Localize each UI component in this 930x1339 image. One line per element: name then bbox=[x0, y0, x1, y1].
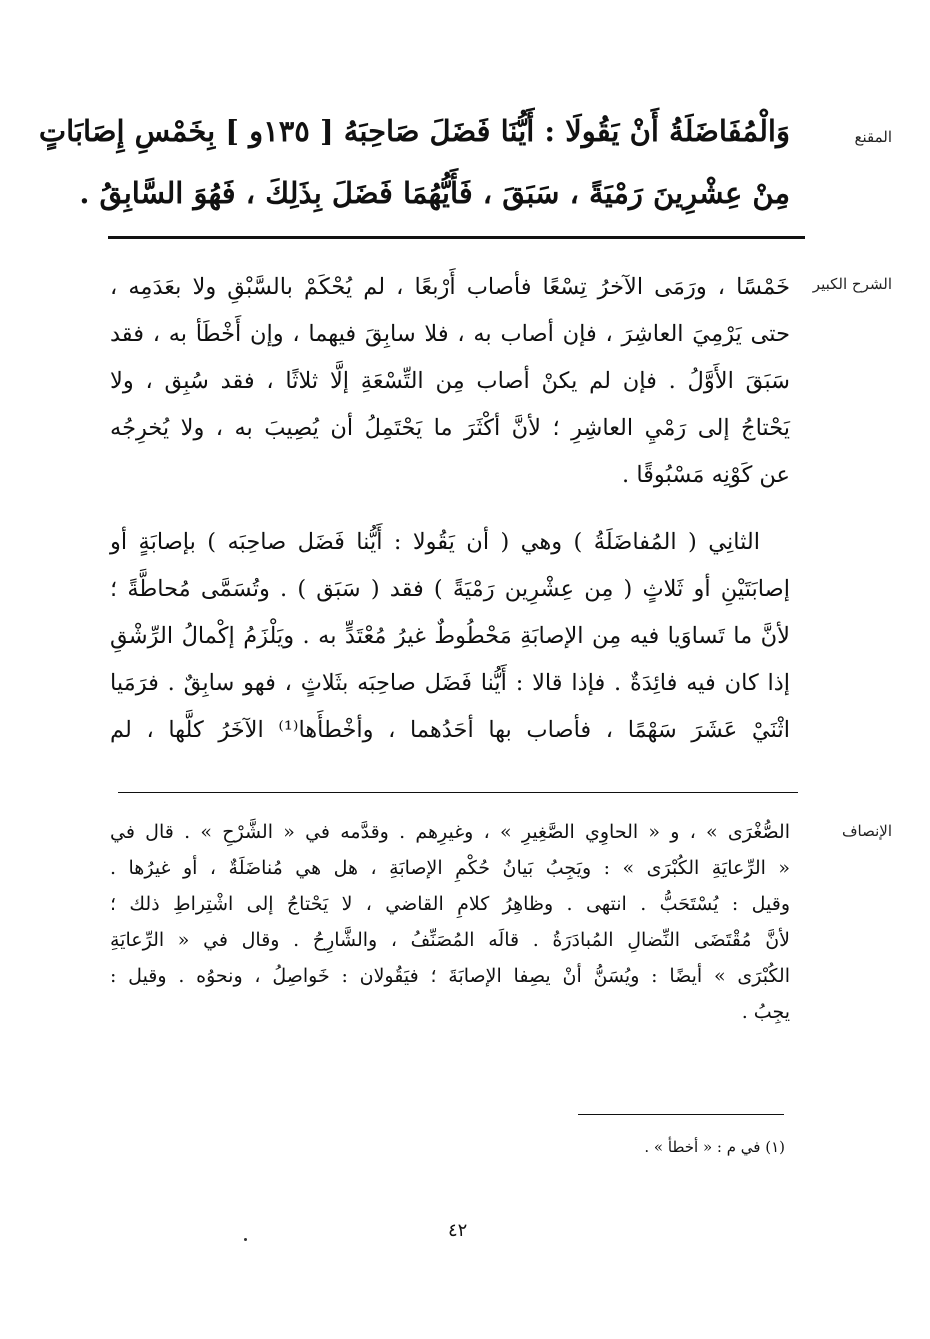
section-label-sharh: الشرح الكبير bbox=[812, 275, 892, 293]
sharh-line: لأنَّ ما تَساوَيا فيه مِن الإصابَةِ مَحْطُوطٌ غيرُ مُعْتَدٍّ به . ويَلْزَمُ إكْمالُ الرِّشْقِ bbox=[110, 623, 790, 649]
insaf-text bbox=[110, 814, 790, 1030]
matn-line: وَالْمُفَاضَلَةُ أَنْ يَقُولَا : أَيُّنَا فَضَلَ صَاحِبَهُ [ ١٣٥و ] بِخَمْسِ إِصَابَاتٍ bbox=[38, 114, 790, 148]
print-speck bbox=[244, 1238, 247, 1241]
sharh-line: إصابَتَيْنِ أو ثَلاثٍ ( مِن عِشْرِين رَمْيَةً ) فقد ( سَبَق ) . وتُسَمَّى مُحاطَّةً ؛ bbox=[110, 576, 790, 602]
sharh-line: إذا كان فيه فائِدَةٌ . فإذا قالا : أَيُّنا فَضَل صاحِبَه بثَلاثٍ ، فهو سابِقٌ . فرَمَيا bbox=[110, 670, 790, 696]
section-label-insaf: الإنصاف bbox=[841, 822, 892, 840]
section-divider-thick bbox=[108, 236, 805, 239]
insaf-line: الصُّغْرَى » ، و « الحاوِي الصَّغِيرِ » ، وغيرِهم . وقدَّمه في « الشَّرْحِ » . قال في bbox=[110, 821, 790, 843]
section-label-muqni: المقنع bbox=[854, 128, 892, 146]
sharh-line: سَبَقَ الأَوَّلُ . فإن لم يكنْ أصاب مِن التِّسْعَةِ إلَّا ثلاثًا ، فقد سُبِق ، ولا bbox=[110, 368, 790, 394]
matn-text bbox=[38, 100, 790, 224]
sharh-line: عن كَوْنِه مَسْبُوقًا . bbox=[622, 462, 790, 488]
sharh-paragraph-1 bbox=[110, 264, 790, 499]
sharh-line: خَمْسًا ، ورَمَى الآخرُ تِسْعًا فأصاب أَرْبعًا ، لم يُحْكَمْ بالسَّبْقِ ولا بعَدَمِه ، bbox=[110, 274, 790, 300]
insaf-line: لأنَّ مُقْتَضَى النِّضالِ المُبادَرَةُ . قالَه المُصَنِّفُ ، والشَّارِحُ . وقال في « الرِّعايَةِ bbox=[110, 929, 790, 951]
sharh-line: اثْنَيْ عَشَرَ سَهْمًا ، فأصاب بها أحَدُهما ، وأخْطأَها⁽¹⁾ الآخَرُ كلَّها ، لم bbox=[110, 717, 790, 743]
insaf-line: « الرِّعايَةِ الكُبْرَى » : ويَجِبُ بَيانُ حُكْمِ الإصابَةِ ، هل هي مُناضَلَةٌ ، أو غيرُها . bbox=[110, 857, 790, 879]
sharh-paragraph-2 bbox=[110, 519, 790, 754]
sharh-line: حتى يَرْمِيَ العاشِرَ ، فإن أصاب به ، فلا سابِقَ فيهما ، وإن أَخْطَأ به ، فقد bbox=[110, 321, 790, 347]
matn-line: مِنْ عِشْرِينَ رَمْيَةً ، سَبَقَ ، فَأَيُّهُمَا فَضَلَ بِذَلِكَ ، فَهُوَ السَّابِقُ . bbox=[79, 176, 790, 210]
insaf-line: الكُبْرَى » أيضًا : ويُسَنُّ أنْ يصِفا الإصابَةَ ؛ فيَقُولان : خَواصِلُ ، ونحوُه . وقيل : bbox=[110, 965, 790, 987]
insaf-line: وقيل : يُسْتَحَبُّ . انتهى . وظاهِرُ كلامِ القاضي ، لا يَحْتاجُ إلى اشْتِراطِ ذلك ؛ bbox=[110, 893, 790, 915]
sharh-line: يَحْتاجُ إلى رَمْيِ العاشِرِ ؛ لأنَّ أكْثَرَ ما يَحْتَمِلُ أن يُصِيبَ به ، ولا يُخرِجُه bbox=[110, 415, 790, 441]
footnote: (١) في م : « أخطأ » . bbox=[644, 1138, 785, 1156]
section-divider-thin bbox=[118, 792, 798, 793]
sharh-line: الثانِي ( المُفاضَلَةُ ) وهي ( أن يَقُولا : أَيُّنا فَضَل صاحِبَه ) بإصابَةٍ أو bbox=[110, 529, 760, 555]
footnote-divider bbox=[578, 1114, 784, 1115]
insaf-line: يجِبُ . bbox=[741, 1001, 790, 1023]
page-number: ٤٢ bbox=[448, 1220, 468, 1241]
